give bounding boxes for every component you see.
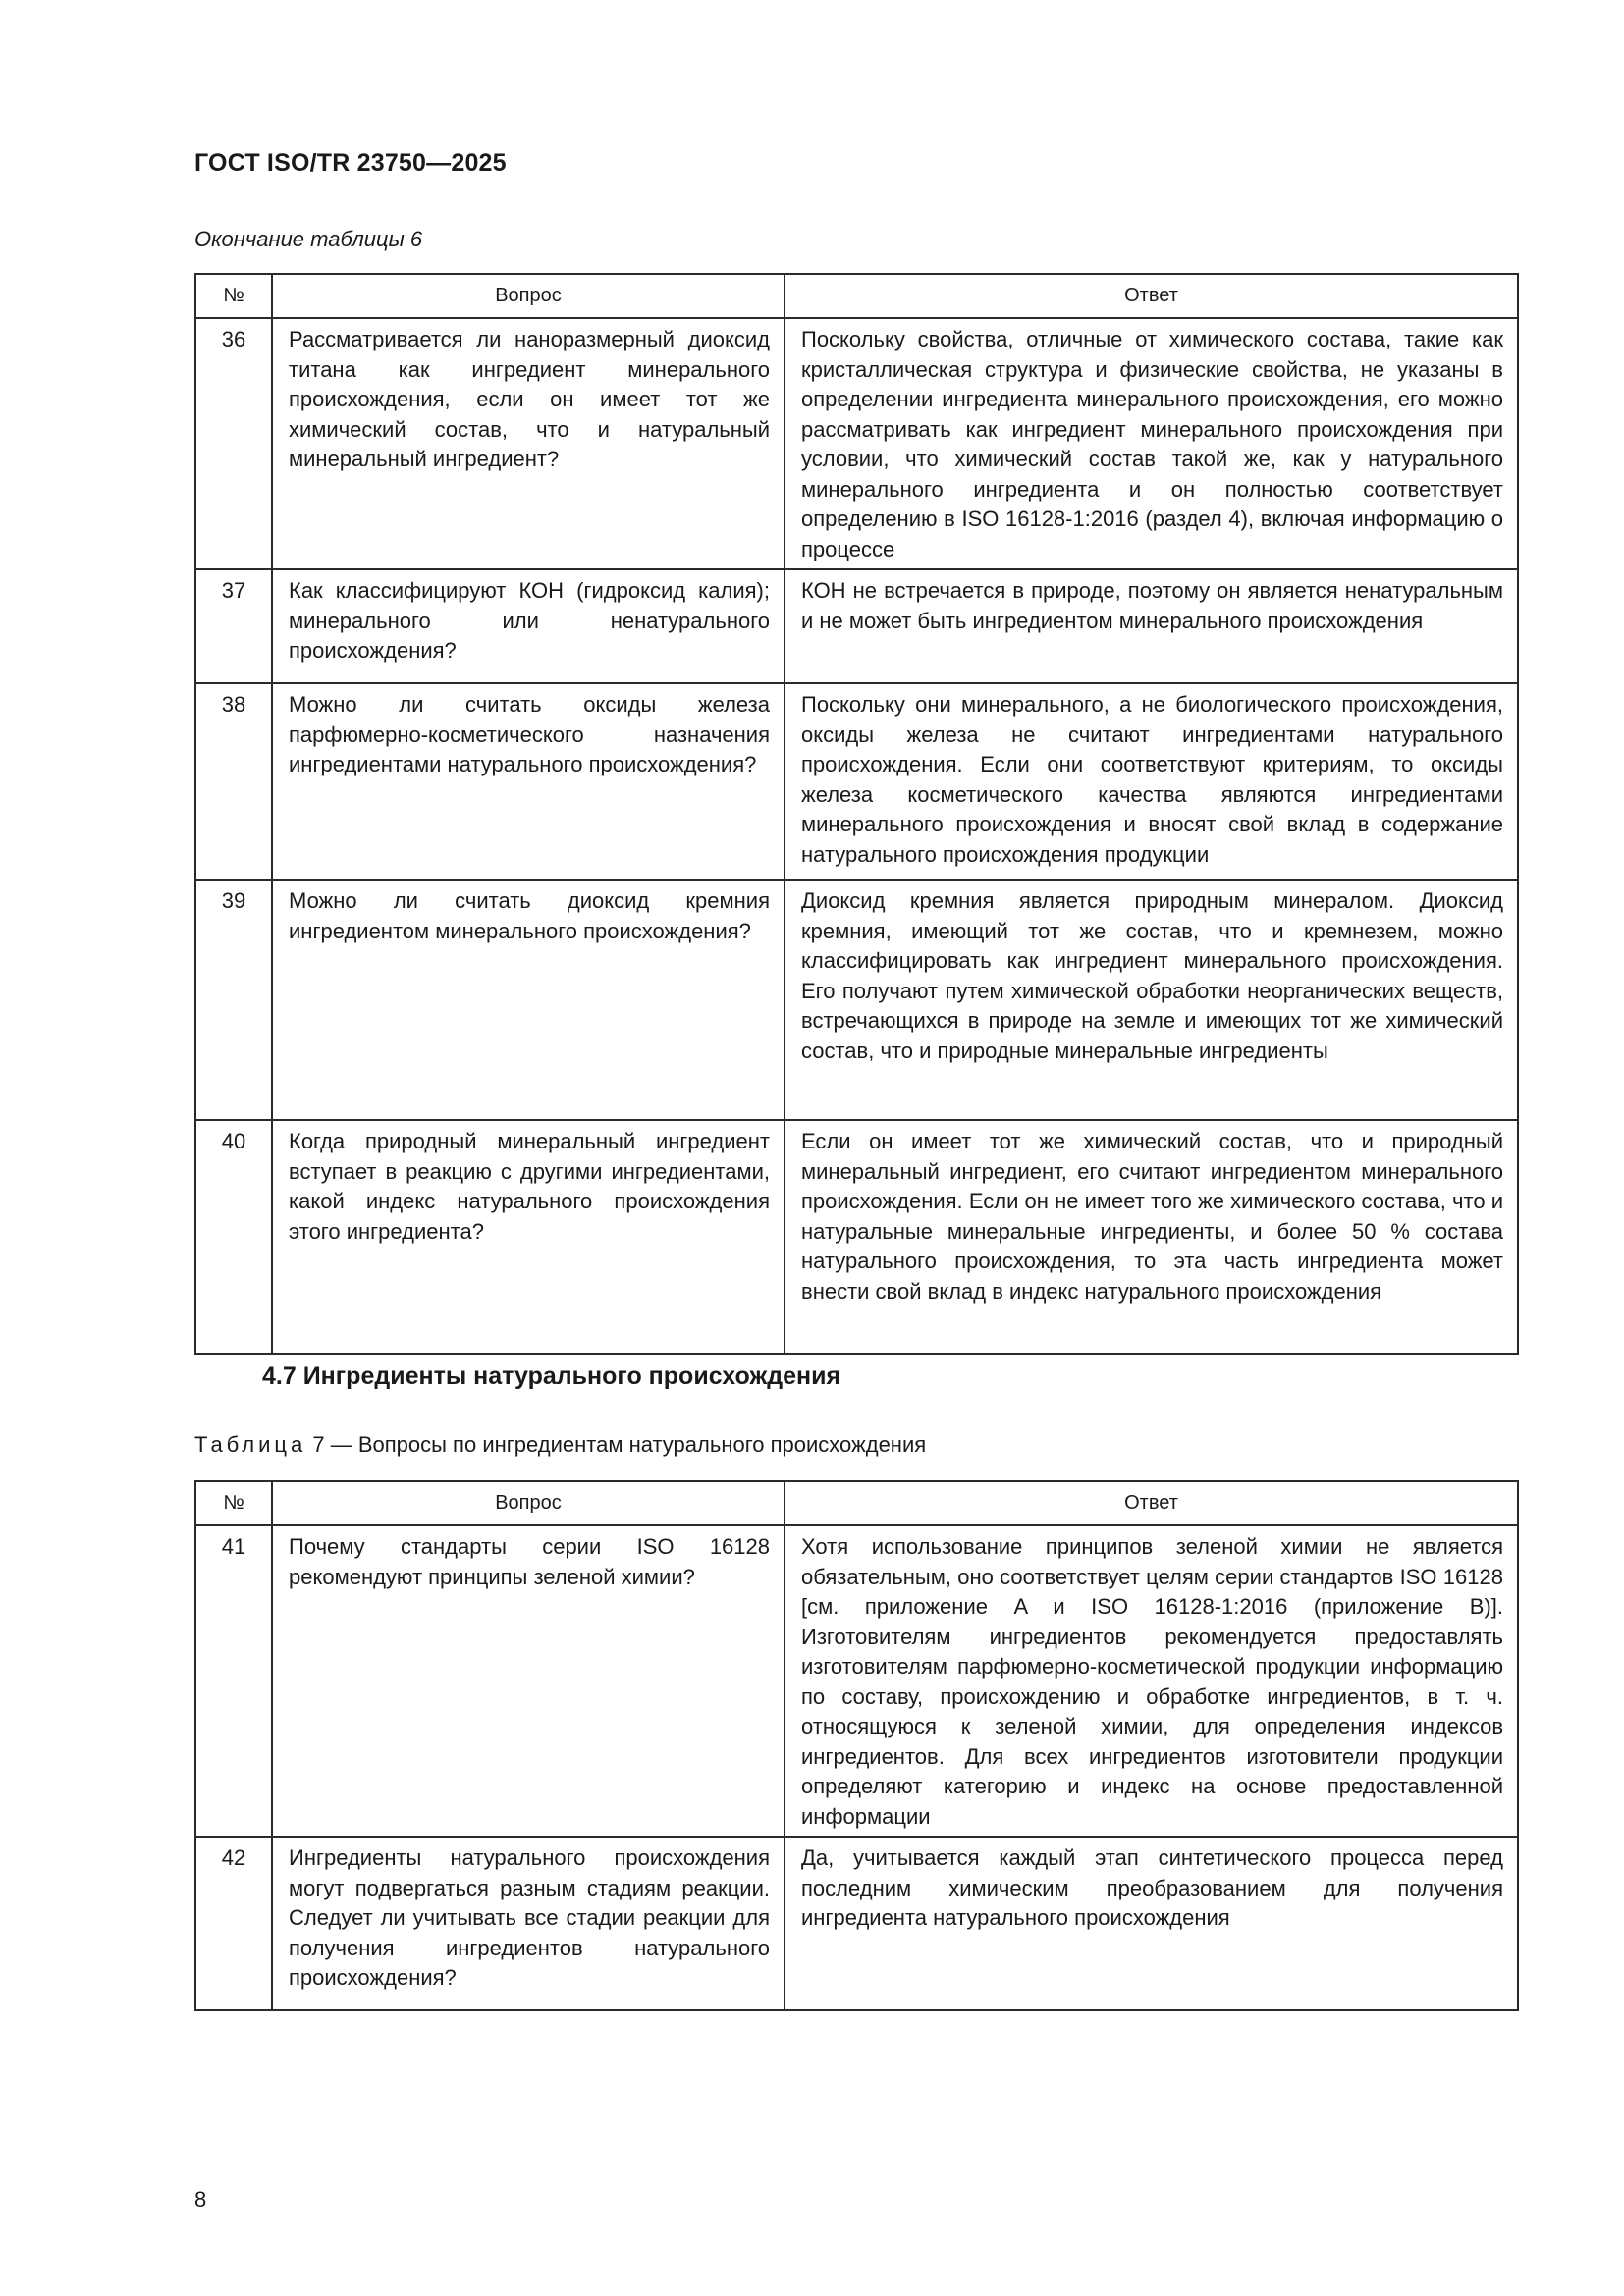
question-cell: Когда природный минеральный ингредиент вступает в реакцию с другими ингредиентами, какой индекс натурального происхождения этого ингредиента?: [272, 1120, 785, 1354]
document-header: ГОСТ ISO/TR 23750—2025: [194, 149, 507, 177]
question-cell: Как классифицируют КОН (гидроксид калия); минерального или ненатурального происхождения?: [272, 569, 785, 683]
row-number: 41: [195, 1525, 272, 1837]
row-number: 36: [195, 318, 272, 569]
answer-cell: Диоксид кремния является природным минералом. Диоксид кремния, имеющий тот же состав, что и кремнезем, можно классифицировать как ингредиент минерального происхождения. Его получают путем химической обработки неорганических веществ, встречающихся в природе на земле и имеющих тот же химический состав, что и природные минеральные ингредиенты: [785, 880, 1518, 1120]
table-header-row: [195, 274, 1518, 318]
row-number: 37: [195, 569, 272, 683]
table-row: [195, 318, 1518, 569]
table-row: [195, 1525, 1518, 1837]
row-number: 42: [195, 1837, 272, 2010]
column-header-question: Вопрос: [272, 274, 785, 318]
answer-cell: Хотя использование принципов зеленой химии не является обязательным, оно соответствует целям серии стандартов ISO 16128 [см. приложение A и ISO 16128-1:2016 (приложение B)]. Изготовителям ингредиентов рекомендуется предоставлять изготовителям парфюмерно-косметической продукции информацию по составу, происхождению и обработке ингредиентов, в т. ч. относящуюся к зеленой химии, для определения индексов ингредиентов. Для всех ингредиентов изготовители продукции определяют категорию и индекс на основе предоставленной информации: [785, 1525, 1518, 1837]
question-cell: Можно ли считать диоксид кремния ингредиентом минерального происхождения?: [272, 880, 785, 1120]
table-row: [195, 880, 1518, 1120]
table7-caption-title: 7 — Вопросы по ингредиентам натурального происхождения: [306, 1432, 927, 1457]
table-row: [195, 683, 1518, 880]
answer-cell: Если он имеет тот же химический состав, что и природный минеральный ингредиент, его считают ингредиентом минерального происхождения. Если он не имеет того же химического состава, что и натуральные минеральные ингредиенты, и более 50 % состава натурального происхождения, то эта часть ингредиента может внести свой вклад в индекс натурального происхождения: [785, 1120, 1518, 1354]
table-6: [194, 273, 1519, 1355]
question-cell: Можно ли считать оксиды железа парфюмерно-косметического назначения ингредиентами натурального происхождения?: [272, 683, 785, 880]
column-header-question: Вопрос: [272, 1481, 785, 1525]
page-number: 8: [194, 2187, 207, 2212]
question-cell: Рассматривается ли наноразмерный диоксид титана как ингредиент минерального происхождения, если он имеет тот же химический состав, что и натуральный минеральный ингредиент?: [272, 318, 785, 569]
row-number: 40: [195, 1120, 272, 1354]
column-header-answer: Ответ: [785, 1481, 1518, 1525]
answer-cell: Поскольку они минерального, а не биологического происхождения, оксиды железа не считают ингредиентами натурального происхождения. Если они соответствуют критериям, то оксиды железа косметического качества являются ингредиентами минерального происхождения и вносят свой вклад в содержание натурального происхождения продукции: [785, 683, 1518, 880]
answer-cell: Поскольку свойства, отличные от химического состава, такие как кристаллическая структура и физические свойства, не указаны в определении ингредиента минерального происхождения, его можно рассматривать как ингредиент минерального происхождения при условии, что химический состав такой же, как у натурального минерального ингредиента и он полностью соответствует определению в ISO 16128-1:2016 (раздел 4), включая информацию о процессе: [785, 318, 1518, 569]
table7-caption: [194, 1432, 926, 1458]
table-header-row: [195, 1481, 1518, 1525]
column-header-answer: Ответ: [785, 274, 1518, 318]
table7-caption-label: Таблица: [194, 1432, 307, 1457]
column-header-number: №: [195, 274, 272, 318]
table-row: [195, 1120, 1518, 1354]
row-number: 39: [195, 880, 272, 1120]
section-heading: 4.7 Ингредиенты натурального происхождения: [262, 1362, 841, 1390]
table-7: [194, 1480, 1519, 2011]
table-row: [195, 1837, 1518, 2010]
column-header-number: №: [195, 1481, 272, 1525]
question-cell: Ингредиенты натурального происхождения могут подвергаться разным стадиям реакции. Следует ли учитывать все стадии реакции для получения ингредиентов натурального происхождения?: [272, 1837, 785, 2010]
answer-cell: КОН не встречается в природе, поэтому он является ненатуральным и не может быть ингредиентом минерального происхождения: [785, 569, 1518, 683]
table6-caption: Окончание таблицы 6: [194, 227, 423, 251]
row-number: 38: [195, 683, 272, 880]
table-row: [195, 569, 1518, 683]
answer-cell: Да, учитывается каждый этап синтетического процесса перед последним химическим преобразованием для получения ингредиента натурального происхождения: [785, 1837, 1518, 2010]
question-cell: Почему стандарты серии ISO 16128 рекомендуют принципы зеленой химии?: [272, 1525, 785, 1837]
